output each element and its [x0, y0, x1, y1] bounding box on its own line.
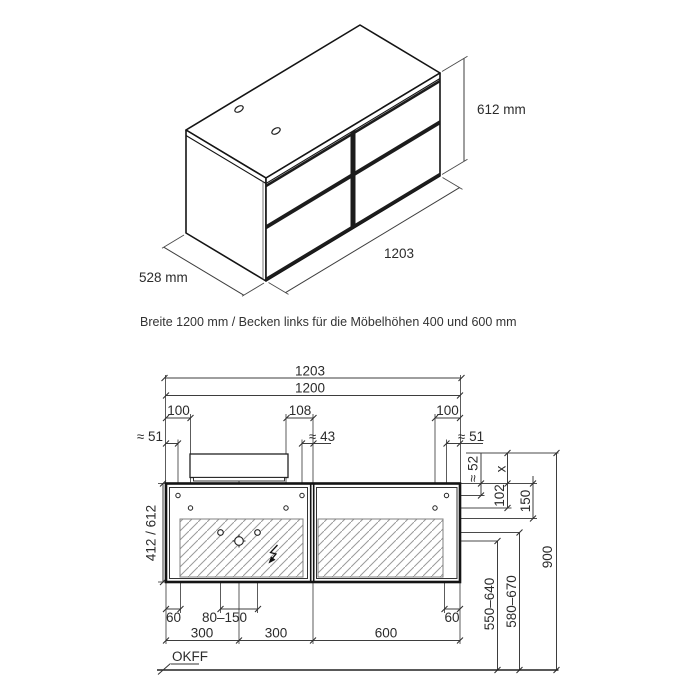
iso-depth-label: 528 mm [139, 270, 188, 285]
supply-connection-marker [255, 530, 261, 536]
dim-zone-height: 150 [518, 489, 533, 513]
dim-seg-mid: 300 [264, 625, 288, 641]
level-mark-icon [158, 664, 171, 675]
floor-reference [157, 649, 559, 675]
fixing-hole-marker [284, 506, 288, 510]
fixing-hole-marker [433, 506, 437, 510]
glass-front-right [318, 519, 443, 577]
iso-cabinet [186, 25, 440, 281]
supply-connection-marker [218, 530, 224, 536]
dim-hole-offset-left: 100 [167, 403, 190, 418]
dim-overall-width: 1203 [294, 363, 326, 379]
front-view [137, 364, 560, 675]
dim-inset-left: 60 [165, 610, 182, 625]
dim-ref-height: 900 [540, 545, 555, 569]
washbasin [190, 454, 288, 478]
dim-hole-offset-mid: 108 [288, 403, 312, 418]
dim-top-to-hole: ≈ 52 [465, 455, 481, 483]
dim-hole-offset-right: 100 [436, 403, 459, 418]
dim-body-height: 412 / 612 [143, 504, 159, 562]
dim-inset-right: 60 [444, 610, 460, 625]
dim-seg-left: 300 [190, 625, 214, 641]
fixing-hole-marker [444, 493, 448, 497]
dim-supply-height: 580–670 [504, 575, 519, 628]
dim-tap-spacing: 80–150 [201, 610, 248, 625]
fixing-hole-marker [300, 493, 304, 497]
dim-edge-right: ≈ 51 [457, 429, 485, 444]
dim-variable: x [493, 465, 509, 473]
dim-drain-height: 550–640 [482, 577, 497, 631]
iso-height-label: 612 mm [477, 102, 526, 117]
glass-front-left [180, 519, 303, 577]
drawer-gap-vertical [351, 130, 356, 231]
dim-body-width: 1200 [294, 380, 326, 396]
iso-width-label: 1203 [383, 246, 415, 261]
fixing-hole-marker [176, 493, 180, 497]
dim-edge-left: ≈ 51 [136, 429, 163, 444]
floor-label: OKFF [172, 649, 208, 664]
dim-edge-mid: ≈ 43 [308, 429, 336, 444]
dim-hole-row-depth: 102 [492, 484, 507, 507]
caption-text: Breite 1200 mm / Becken links für die Möbelhöhen 400 und 600 mm [140, 315, 517, 329]
dim-seg-right: 600 [374, 625, 398, 641]
fixing-hole-marker [188, 506, 192, 510]
